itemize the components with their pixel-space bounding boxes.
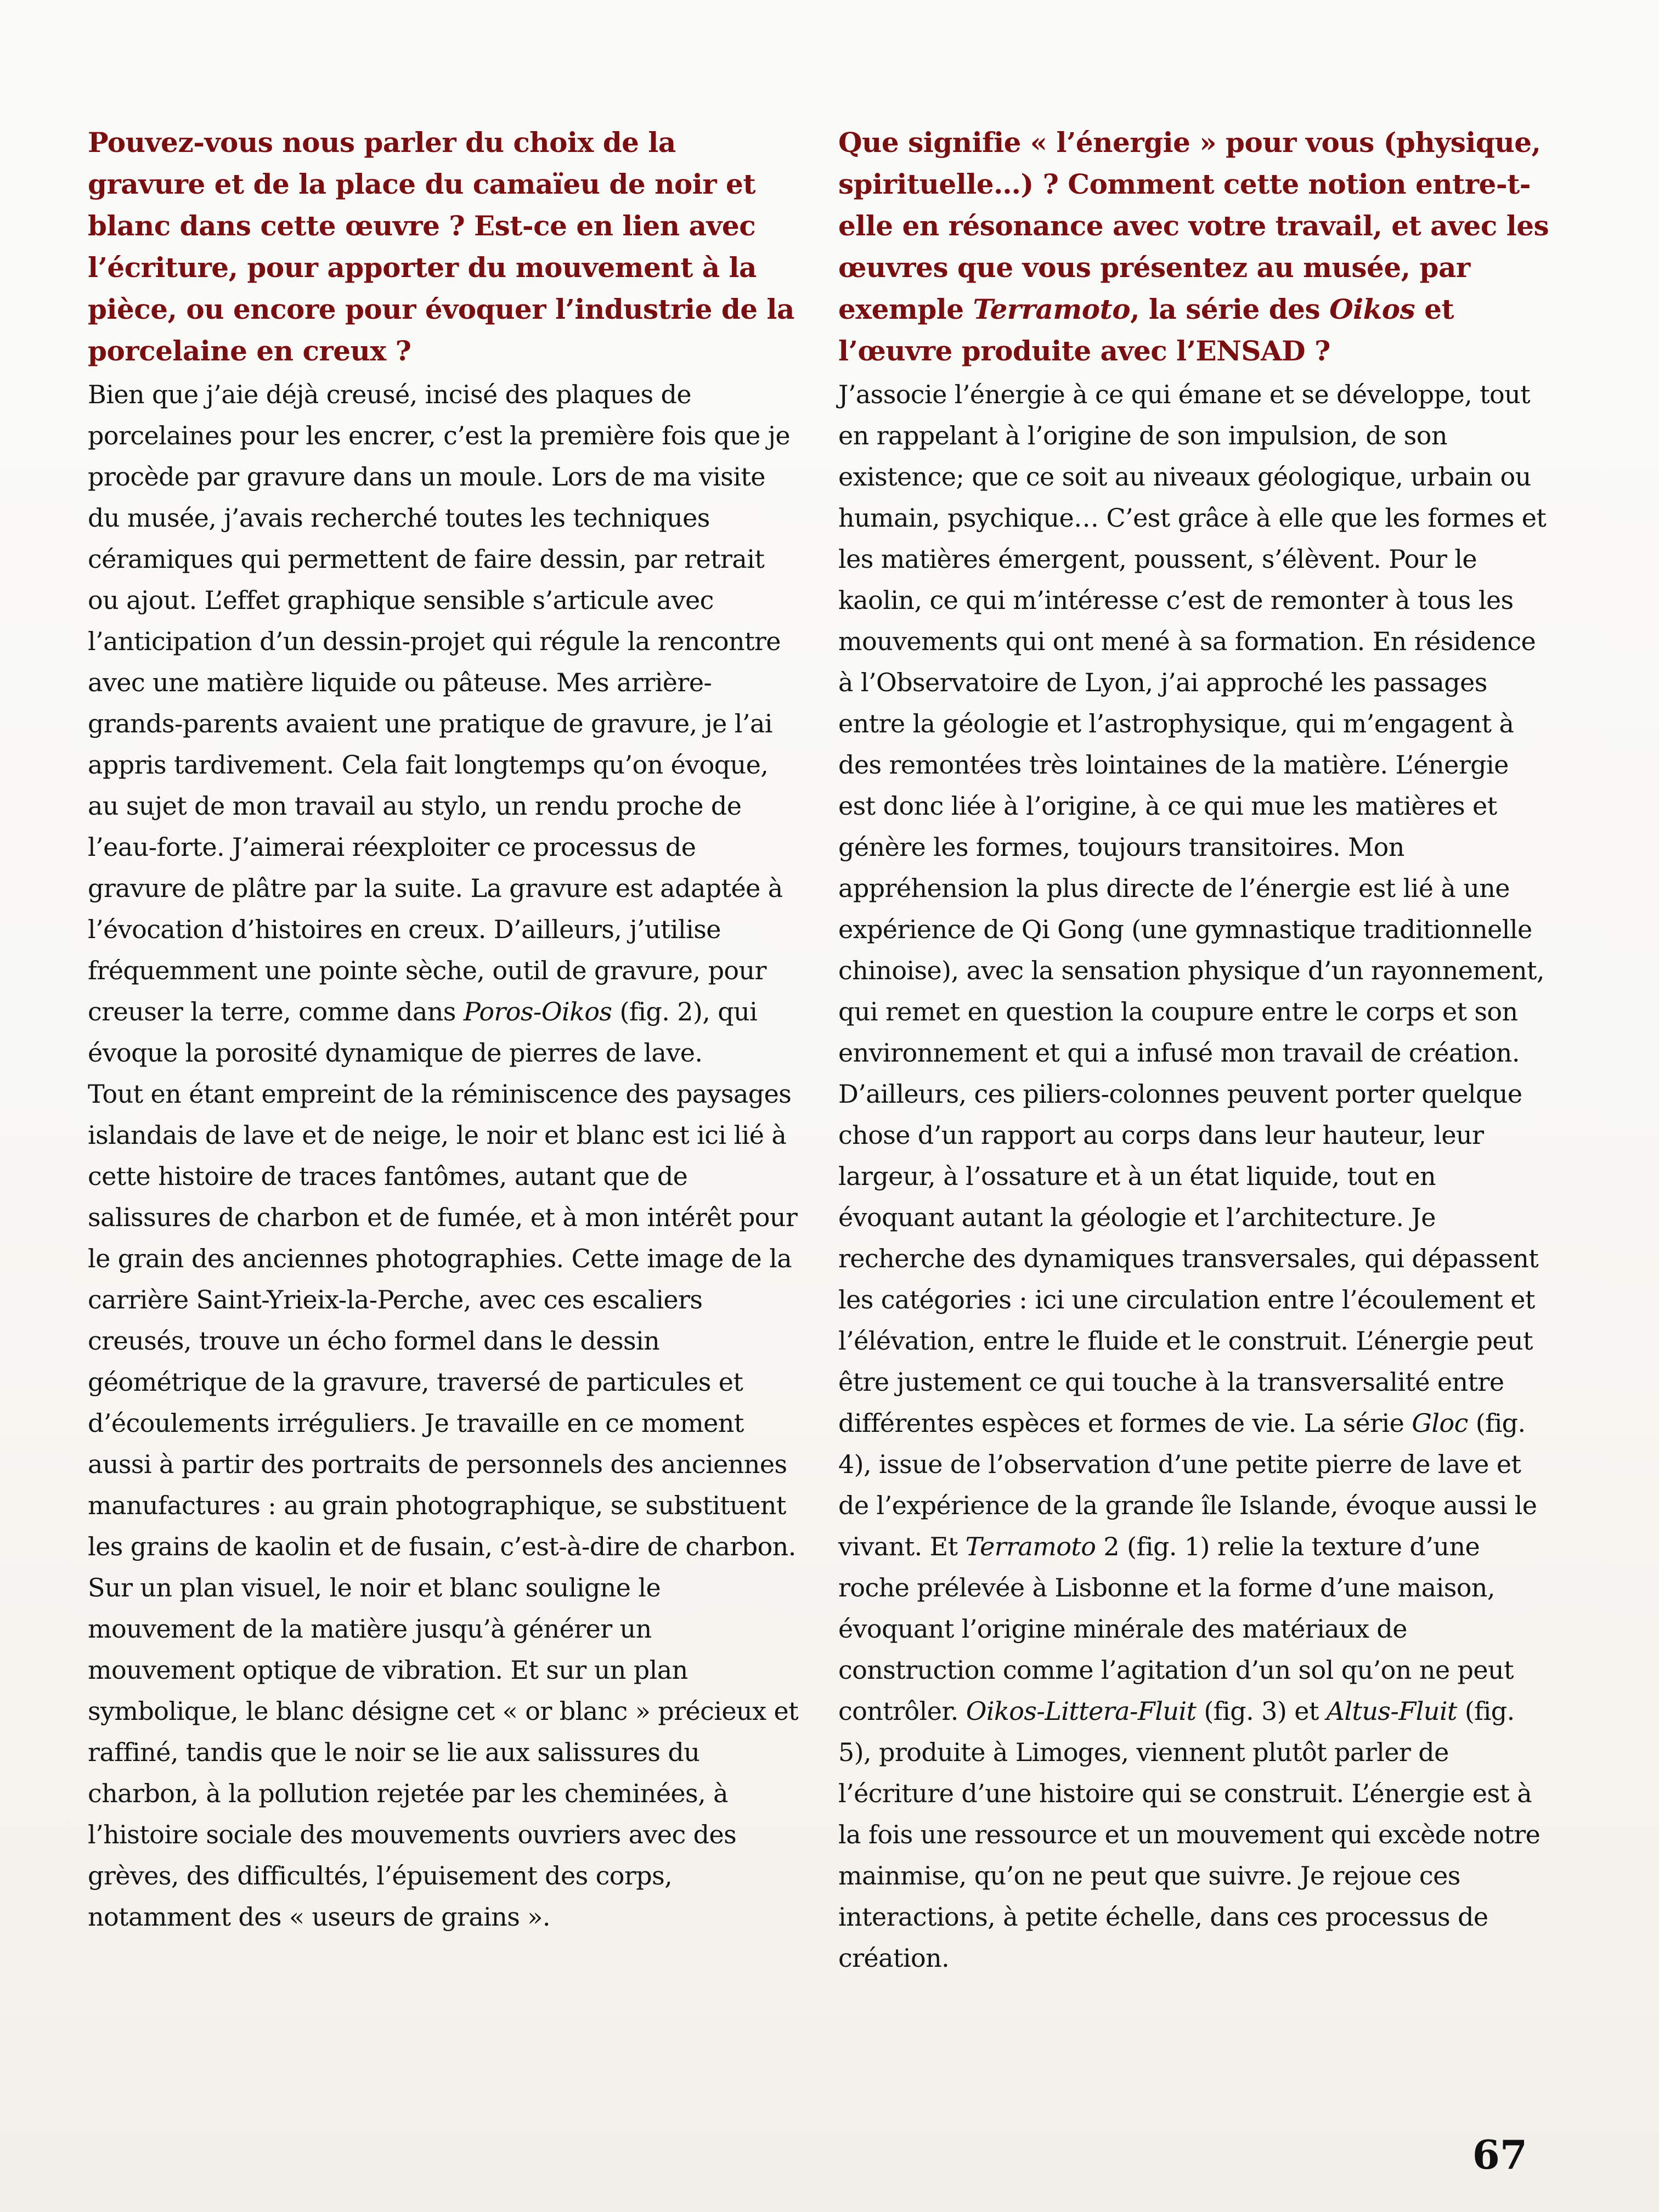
question-2-text-c: et l’œuvre produite avec l’ENSAD ? [838, 293, 1454, 367]
interview-answer-2 [838, 374, 1551, 1979]
artwork-title-altus-fluit: Altus-Fluit [1326, 1696, 1457, 1726]
artwork-title-terramoto: Terramoto [973, 293, 1131, 325]
answer-2-text-c: 2 (fig. 1) relie la texture d’une roche prélevée à Lisbonne et la forme d’une maison, évoquant l’origine minérale des matériaux de construction comme l’agitation d’un sol qu’on ne peut contrôler. [838, 1532, 1514, 1726]
interview-question-2 [838, 122, 1551, 372]
answer-2-paragraph [838, 374, 1551, 1979]
artwork-title-terramoto-2: Terramoto [965, 1532, 1096, 1561]
answer-1-paragraph-1 [88, 374, 801, 1074]
interview-question-1: Pouvez-vous nous parler du choix de la gravure et de la place du camaïeu de noir et blanc dans cette œuvre ? Est-ce en lien avec l’écriture, pour apporter du mouvement à la pièce, ou encore pour évoquer l’industrie de la porcelaine en creux ? [88, 126, 794, 367]
answer-1-paragraph-2: Tout en étant empreint de la réminiscence des paysages islandais de lave et de neige, le noir et blanc est ici lié à cette histoire de traces fantômes, autant que de salissures de charbon et de fumée, et à mon intérêt pour le grain des anciennes photographies. Cette image de la carrière Saint-Yrieix-la-Perche, avec ces escaliers creusés, trouve un écho formel dans le dessin géométrique de la gravure, traversé de particules et d’écoulements irréguliers. Je travaille en ce moment aussi à partir des portraits de personnels des anciennes manufactures : au grain photographique, se substituent les grains de kaolin et de fusain, c’est-à-dire de charbon. Sur un plan visuel, le noir et blanc souligne le mouvement de la matière jusqu’à générer un mouvement optique de vibration. Et sur un plan symbolique, le blanc désigne cet « or blanc » précieux et raffiné, tandis que le noir se lie aux salissures du charbon, à la pollution rejetée par les cheminées, à l’histoire sociale des mouvements ouvriers avec des grèves, des difficultés, l’épuisement des corps, notamment des « useurs de grains ». [88, 1079, 798, 1932]
answer-2-text-a: J’associe l’énergie à ce qui émane et se développe, tout en rappelant à l’origine de son impulsion, de son existence; que ce soit au niveaux géologique, urbain ou humain, psychique… C’est grâce à elle que les formes et les matières émergent, poussent, s’élèvent. Pour le kaolin, ce qui m’intéresse c’est de remonter à tous les mouvements qui ont mené à sa formation. En résidence à l’Observatoire de Lyon, j’ai approché les passages entre la géologie et l’astrophysique, qui m’engagent à des remontées très lointaines de la matière. L’énergie est donc liée à l’origine, à ce qui mue les matières et génère les formes, toujours transitoires. Mon appréhension la plus directe de l’énergie est lié à une expérience de Qi Gong (une gymnastique traditionnelle chinoise), avec la sensation physique d’un rayonnement, qui remet en question la coupure entre le corps et son environnement et qui a infusé mon travail de création. D’ailleurs, ces piliers-colonnes peuvent porter quelque chose d’un rapport au corps dans leur hauteur, leur largeur, à l’ossature et à un état liquide, tout en évoquant autant la géologie et l’architecture. Je recherche des dynamiques transversales, qui dépassent les catégories : ici une circulation entre l’écoulement et l’élévation, entre le fluide et le construit. L’énergie peut être justement ce qui touche à la transversalité entre différentes espèces et formes de vie. La série [838, 380, 1547, 1438]
answer-2-text-e: (fig. 5), produite à Limoges, viennent plutôt parler de l’écriture d’une histoire qui se construit. L’énergie est à la fois une ressource et un mouvement qui excède notre mainmise, qu’on ne peut que suivre. Je rejoue ces interactions, à petite échelle, dans ces processus de création. [838, 1696, 1541, 1973]
answer-2-text-b: (fig. 4), issue de l’observation d’une petite pierre de lave et de l’expérience de la grande île Islande, évoque aussi le vivant. Et [838, 1408, 1537, 1561]
interview-answer-1 [88, 374, 801, 1938]
series-title-gloc: Gloc [1412, 1408, 1468, 1438]
question-2-text-a: Que signifie « l’énergie » pour vous (physique, spirituelle…) ? Comment cette notion entre-t-elle en résonance avec votre travail, et avec les œuvres que vous présentez au musée, par exemple [838, 126, 1549, 325]
left-column [88, 122, 801, 1938]
answer-1-paragraph-1-text-b: (fig. 2), qui évoque la porosité dynamique de pierres de lave. [88, 997, 758, 1068]
answer-2-text-d: (fig. 3) et [1196, 1696, 1327, 1726]
question-2-text-b: , la série des [1130, 293, 1330, 325]
artwork-title-poros-oikos: Poros-Oikos [463, 997, 612, 1026]
answer-1-paragraph-1-text-a: Bien que j’aie déjà creusé, incisé des plaques de porcelaines pour les encrer, c’est la première fois que je procède par gravure dans un moule. Lors de ma visite du musée, j’avais recherché toutes les techniques céramiques qui permettent de faire dessin, par retrait ou ajout. L’effet graphique sensible s’articule avec l’anticipation d’un dessin-projet qui régule la rencontre avec une matière liquide ou pâteuse. Mes arrière-grands-parents avaient une pratique de gravure, je l’ai appris tardivement. Cela fait longtemps qu’on évoque, au sujet de mon travail au stylo, un rendu proche de l’eau-forte. J’aimerai réexploiter ce processus de gravure de plâtre par la suite. La gravure est adaptée à l’évocation d’histoires en creux. D’ailleurs, j’utilise fréquemment une pointe sèche, outil de gravure, pour creuser la terre, comme dans [88, 380, 790, 1026]
right-column [838, 122, 1551, 1979]
artwork-title-oikos-littera-fluit: Oikos-Littera-Fluit [966, 1696, 1197, 1726]
page-number: 67 [1472, 2131, 1527, 2178]
series-title-oikos: Oikos [1329, 293, 1415, 325]
